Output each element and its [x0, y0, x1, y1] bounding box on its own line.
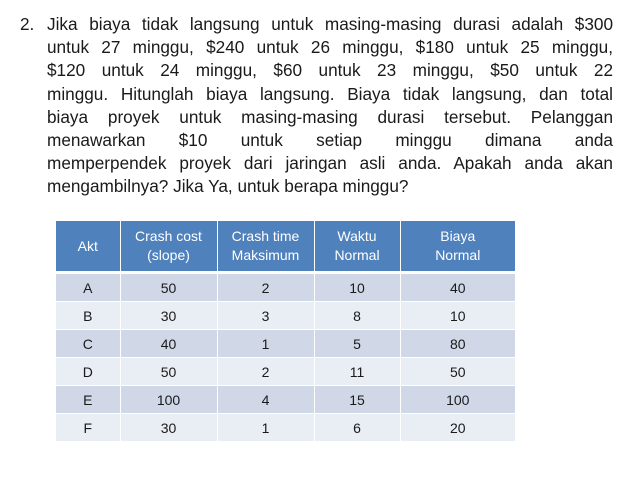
table-cell: 80 — [400, 330, 515, 358]
header-akt — [56, 221, 120, 273]
table-cell: B — [56, 302, 120, 330]
table-header-row — [56, 221, 515, 273]
table-cell: 40 — [120, 330, 217, 358]
table-cell: 30 — [120, 302, 217, 330]
question-line: mengambilnya? Jika Ya, untuk berapa minggu? — [47, 176, 409, 197]
table-cell: 3 — [217, 302, 314, 330]
table-cell: 2 — [217, 358, 314, 386]
header-crash-time — [217, 221, 314, 273]
table-row — [56, 358, 515, 386]
header-biaya-normal — [400, 221, 515, 273]
question-line: untuk 27 minggu, $240 untuk 26 minggu, $180 untuk 25 minggu, — [47, 37, 613, 58]
table-cell: 15 — [314, 386, 400, 414]
table-cell: 5 — [314, 330, 400, 358]
table-cell: 50 — [120, 358, 217, 386]
question-line: memperpendek proyek dari jaringan asli anda. Apakah anda akan — [47, 153, 613, 174]
table-cell: 4 — [217, 386, 314, 414]
question-line: minggu. Hitunglah biaya langsung. Biaya tidak langsung, dan total — [47, 83, 613, 104]
table-row — [56, 386, 515, 414]
header-waktu-normal — [314, 221, 400, 273]
header-text: Maksimum — [231, 247, 300, 263]
header-text: Normal — [334, 247, 380, 263]
table-cell: A — [56, 273, 120, 302]
header-text: (slope) — [147, 247, 190, 263]
header-text: Waktu — [337, 228, 377, 244]
header-text: Crash cost — [135, 228, 202, 244]
table-row — [56, 330, 515, 358]
table-cell: 1 — [217, 330, 314, 358]
question-text — [47, 13, 613, 199]
table-cell: 50 — [120, 273, 217, 302]
header-text: Normal — [435, 247, 481, 263]
table-cell: 20 — [400, 414, 515, 442]
table-cell: 11 — [314, 358, 400, 386]
header-crash-cost — [120, 221, 217, 273]
table-cell: 6 — [314, 414, 400, 442]
table-cell: E — [56, 386, 120, 414]
header-text: Akt — [77, 237, 98, 254]
table-cell: 40 — [400, 273, 515, 302]
header-text: Biaya — [440, 228, 476, 244]
table-cell: 100 — [400, 386, 515, 414]
question-line: Jika biaya tidak langsung untuk masing-masing durasi adalah $300 — [47, 14, 613, 34]
header-text: Crash time — [231, 228, 300, 244]
table-cell: 2 — [217, 273, 314, 302]
table-cell: 100 — [120, 386, 217, 414]
table-row — [56, 414, 515, 442]
table-cell: 8 — [314, 302, 400, 330]
table-cell: 30 — [120, 414, 217, 442]
table-cell: C — [56, 330, 120, 358]
table-cell: 10 — [400, 302, 515, 330]
question-line: menawarkan $10 untuk setiap minggu dimana anda — [47, 130, 613, 151]
question-line: $120 untuk 24 minggu, $60 untuk 23 minggu, $50 untuk 22 — [47, 60, 613, 81]
activity-table — [56, 221, 515, 442]
table-cell: 10 — [314, 273, 400, 302]
table-row — [56, 302, 515, 330]
question-block — [20, 13, 618, 199]
table-cell: F — [56, 414, 120, 442]
question-number: 2. — [20, 14, 35, 34]
table-cell: D — [56, 358, 120, 386]
table-row — [56, 273, 515, 302]
table-cell: 1 — [217, 414, 314, 442]
table-cell: 50 — [400, 358, 515, 386]
question-line: biaya proyek untuk masing-masing durasi tersebut. Pelanggan — [47, 106, 613, 127]
